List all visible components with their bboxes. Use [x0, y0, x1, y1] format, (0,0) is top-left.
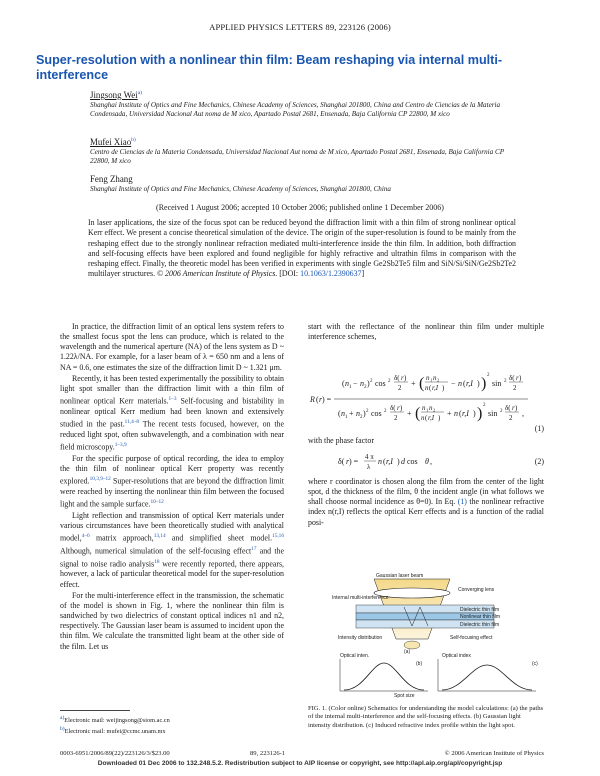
- svg-text:δ(: δ(: [338, 457, 345, 466]
- svg-text:n: n: [421, 414, 425, 422]
- svg-text:2: 2: [394, 414, 398, 422]
- footer-copyright: © 2006 American Institute of Physics: [444, 750, 544, 757]
- svg-text:Dielectric thin film: Dielectric thin film: [460, 607, 500, 613]
- svg-text:): ): [404, 374, 407, 382]
- footnote-a: Electronic mail: weijingsong@siom.ac.cn: [64, 717, 170, 725]
- svg-text:(: (: [425, 414, 428, 422]
- svg-text:Internal multi-interference: Internal multi-interference: [332, 595, 389, 601]
- svg-text:n: n: [426, 374, 430, 382]
- svg-text:) =: ) =: [349, 457, 359, 466]
- phase-intro: with the phase factor: [308, 436, 374, 445]
- svg-text:2: 2: [487, 373, 490, 378]
- svg-text:2: 2: [483, 403, 486, 408]
- svg-text:r,I: r,I: [462, 409, 469, 418]
- paper-title: Super-resolution with a nonlinear thin film: Beam reshaping via internal multi-interference: [36, 53, 503, 82]
- author-3: Feng Zhang: [90, 174, 133, 184]
- eq-1-link[interactable]: (1): [457, 497, 467, 507]
- footer-page: 89, 223126-1: [250, 750, 286, 757]
- body-left-column: In practice, the diffraction limit of an optical lens system refers to the smallest focus spot the lens can produce, which is related to the wavelength and the numerical aperture (NA) of the lens system as D ~ 1.22λ/NA. For example, for a laser beam of λ = 650 nm and a lens of NA = 0.6, one estimates the size of the diffraction limit D ~ 1.321 μm. Recently, it has been tested experimentally the possibility to obtain light spot smaller than the diffraction limit with a thin film of nonlinear optical Kerr materials.$^{1-3}$ Self-focusing and bistability in nonlinear optical Kerr medium had been known and extensively studied in the past.$^{11,4-8}$ The recent tests focused, however, on the reduced light spot, often subwavelength, and a combination with near field microscopy.$^{1-3,9}$ For the specific purpose of optical recording, the idea to employ the thin film of nonlinear optical Kerr property was recently explored.$^{10,3,9-12}$ Super-resolutions that are beyond the diffraction limit were reached by inserting the nonlinear thin film between the focused light and the sample surface.$^{10-12}$ Light reflection and transmission of optical Kerr materials under various circumstances have been theoretically studied with analytical model,$^{4-6}$ matrix approach,$^{13,14}$ and simplified sheet model.$^{15,16}$ Although, numerical simulation of the self-focusing effect$^{17}$ and the signal to noise radio analysis$^{18}$ were recently reported, there appears, however, a lack of particular theoretical model for the super-resolution effect. For the multi-interference effect in the transmission, the schematic of the model is shown in Fig. 1, where the nonlinear thin film is sandwiched by two dielectrics of constant optical indices n1 and n2, respectively. The Gaussian laser beam is assumed to incident upon the thin film. We calculate the transmitted light beam at the other side of the film. Let us: [60, 322, 284, 651]
- svg-text:sin: sin: [492, 379, 502, 388]
- figure-1: [332, 573, 544, 701]
- svg-text:(: (: [419, 375, 425, 392]
- journal-header: APPLIED PHYSICS LETTERS 89, 223126 (2006): [209, 22, 391, 32]
- svg-text:): ): [473, 409, 476, 418]
- svg-text:r: r: [516, 374, 519, 382]
- body-right-intro: start with the reflectance of the nonlinear thin film under multiple interference schemes,: [308, 322, 544, 342]
- svg-text:Nonlinear thin film: Nonlinear thin film: [460, 614, 501, 620]
- svg-text:2: 2: [388, 379, 391, 384]
- svg-text:): ): [400, 404, 403, 412]
- svg-text:r: r: [401, 374, 404, 382]
- svg-text:Optical inten.: Optical inten.: [340, 653, 370, 659]
- svg-text:2: 2: [513, 384, 517, 392]
- svg-text:(: (: [459, 409, 462, 418]
- svg-text:): ): [442, 384, 445, 392]
- footnote-rule: [60, 710, 130, 711]
- intensity-spot: [404, 641, 420, 649]
- equation-2-number: (2): [534, 457, 544, 466]
- svg-text:,: ,: [522, 409, 524, 418]
- svg-text:θ: θ: [425, 457, 429, 466]
- svg-text:cos: cos: [375, 379, 386, 388]
- svg-text:r,I: r,I: [432, 384, 439, 392]
- svg-text:n: n: [356, 409, 360, 418]
- svg-text:1: 1: [430, 377, 433, 383]
- svg-text:n: n: [422, 404, 426, 412]
- svg-text:sin: sin: [488, 409, 498, 418]
- svg-text:) =: ) =: [322, 395, 332, 404]
- svg-text:): ): [438, 414, 441, 422]
- affiliation-3: Shanghai Institute of Optics and Fine Mechanics, Chinese Academy of Sciences, Shanghai 201800, China: [90, 185, 391, 193]
- svg-text:(: (: [415, 405, 421, 422]
- svg-text:2: 2: [509, 414, 513, 422]
- svg-text:r,I: r,I: [428, 414, 435, 422]
- svg-text:+: +: [407, 409, 412, 418]
- svg-text:2: 2: [366, 409, 369, 414]
- svg-text:): ): [481, 375, 487, 392]
- author-2: Mufei Xiao$^{b)}$: [90, 137, 136, 147]
- svg-text:n: n: [429, 404, 433, 412]
- received-dates: (Received 1 August 2006; accepted 10 October 2006; published online 1 December 2006): [156, 203, 444, 212]
- svg-text:2: 2: [370, 379, 373, 384]
- svg-text:+: +: [349, 409, 354, 418]
- svg-text:n: n: [425, 384, 429, 392]
- svg-text:(: (: [429, 384, 432, 392]
- svg-text:4 π: 4 π: [365, 453, 374, 461]
- svg-text:2: 2: [433, 407, 436, 413]
- svg-text:2: 2: [360, 415, 363, 420]
- svg-text:2: 2: [384, 409, 387, 414]
- gaussian-intensity-curve: [344, 663, 424, 690]
- equation-2-graphic: [308, 451, 544, 471]
- svg-text:r,I: r,I: [386, 457, 393, 466]
- svg-text:δ(: δ(: [390, 404, 396, 412]
- svg-text:+: +: [411, 379, 416, 388]
- svg-text:R: R: [310, 395, 315, 404]
- svg-text:): ): [363, 409, 366, 418]
- body-right-after: where r coordinator is chosen along the film from the center of the light spot, d the thickness of the film, θ the incident angle (in what follows we shall choose normal incidence as θ=0). In Eq. (1) the nonlinear refractive index n(r,I) reflects the optical Kerr effects and is a function of the radial posi-: [308, 477, 544, 527]
- svg-text:2: 2: [504, 379, 507, 384]
- svg-text:1: 1: [426, 407, 429, 413]
- svg-text:Dielectric thin film: Dielectric thin film: [460, 622, 500, 628]
- svg-text:d: d: [401, 457, 405, 466]
- svg-text:n: n: [341, 409, 345, 418]
- svg-text:(: (: [316, 395, 319, 404]
- svg-text:Optical index: Optical index: [442, 653, 471, 659]
- svg-text:2: 2: [398, 384, 402, 392]
- svg-text:+: +: [447, 409, 452, 418]
- svg-text:): ): [477, 405, 483, 422]
- svg-text:n: n: [360, 379, 364, 388]
- footnotes: a)Electronic mail: weijingsong@siom.ac.cn b)Electronic mail: mufei@ccmc.unam.mx: [60, 715, 170, 736]
- svg-text:(c): (c): [532, 661, 538, 667]
- svg-text:(a): (a): [404, 649, 411, 655]
- svg-text:δ(: δ(: [509, 374, 515, 382]
- svg-text:r,I: r,I: [466, 379, 473, 388]
- doi-link[interactable]: 10.1063/1.2390637: [300, 269, 362, 279]
- svg-text:Spot size: Spot size: [394, 693, 415, 699]
- footnote-b: Electronic mail: mufei@ccmc.unam.mx: [64, 728, 166, 736]
- svg-text:2: 2: [500, 409, 503, 414]
- download-notice: Downloaded 01 Dec 2006 to 132.248.5.2. Redistribution subject to AIP license or copyright, see http://apl.aip.org/apl/copyright.jsp: [97, 760, 503, 767]
- svg-text:r: r: [319, 395, 323, 404]
- svg-text:Gaussian laser beam: Gaussian laser beam: [376, 573, 424, 579]
- svg-text:(: (: [463, 379, 466, 388]
- svg-text:n: n: [345, 379, 349, 388]
- svg-text:(: (: [342, 379, 345, 388]
- svg-text:,: ,: [430, 457, 432, 466]
- equation-1-number: (1): [534, 424, 544, 433]
- figure-1-caption: FIG. 1. (Color online) Schematics for understanding the model calculations: (a) the paths of the internal multi-interference and the self-focusing effects. (b) Gaussian light intensity distribution. (c) Induced refractive index profile within the light spot.: [308, 705, 544, 729]
- svg-text:): ): [397, 457, 400, 466]
- svg-text:2: 2: [364, 385, 367, 390]
- svg-text:cos: cos: [371, 409, 382, 418]
- svg-text:cos: cos: [407, 457, 418, 466]
- svg-text:n: n: [378, 457, 382, 466]
- svg-text:Self-focusing effect: Self-focusing effect: [450, 635, 493, 641]
- svg-text:−: −: [451, 379, 456, 388]
- refractive-index-curve: [442, 665, 532, 690]
- svg-text:1: 1: [345, 415, 348, 420]
- svg-text:1: 1: [349, 385, 352, 390]
- footer-issn: 0003-6951/2006/89(22)/223126/3/$23.00: [60, 750, 170, 757]
- svg-text:(: (: [383, 457, 386, 466]
- svg-text:r: r: [346, 457, 350, 466]
- svg-text:−: −: [353, 379, 358, 388]
- svg-text:2: 2: [437, 377, 440, 383]
- equation-1: [308, 366, 544, 432]
- author-1: Jingsong Wei$^{a)}$: [90, 90, 142, 100]
- svg-text:r: r: [397, 404, 400, 412]
- page-footer: [60, 750, 544, 757]
- equation-1-graphic: [308, 366, 544, 432]
- svg-text:): ): [367, 379, 370, 388]
- svg-text:n: n: [433, 374, 437, 382]
- svg-text:): ): [477, 379, 480, 388]
- svg-text:Intensity distribution: Intensity distribution: [338, 635, 383, 641]
- svg-text:): ): [515, 404, 518, 412]
- abstract: In laser applications, the size of the focus spot can be reduced beyond the diffraction limit with a thin film of strong nonlinear optical Kerr effect. We present a concise theoretical simulation of the device. The origin of the super-resolution is found to be mainly from the reshaping effect due to the strongly nonlinear refraction mediated multi-interference inside the thin film. In addition, both diffraction and self-focusing effects have been explored and found negligible for highly refractive and ultrathin films in comparison with the reshaping effect. Finally, the theoretic model has been verified in experiments with single Ge2Sb2Te5 film and SiN/Si/SiN/Ge2Sb2Te2 multilayer structures. © 2006 American Institute of Physics. [DOI: 10.1063/1.2390637]: [88, 218, 516, 279]
- equation-2: [308, 451, 544, 471]
- svg-text:n: n: [454, 409, 458, 418]
- svg-text:(: (: [338, 409, 341, 418]
- svg-text:δ(: δ(: [394, 374, 400, 382]
- svg-text:(b): (b): [416, 661, 423, 667]
- affiliation-1: Shanghai Institute of Optics and Fine Mechanics, Chinese Academy of Sciences, Shanghai 201800, China and Centro de Ciencias de la Materia Condensada, Universidad Nacional Aut noma de M xico, Apartado Postal 2681, Ensenada, Baja California CP 22800, M xico: [90, 101, 500, 119]
- svg-text:Converging lens: Converging lens: [458, 587, 495, 593]
- svg-text:λ: λ: [367, 463, 371, 471]
- affiliation-2: Centro de Ciencias de la Materia Condensada, Universidad Nacional Aut noma de M xico, Apartado Postal 2681, Ensenada, Baja California CP 22800, M xico: [90, 148, 504, 166]
- svg-text:): ): [519, 374, 522, 382]
- svg-text:n: n: [458, 379, 462, 388]
- figure-1-schematic: [332, 573, 544, 701]
- svg-text:r: r: [512, 404, 515, 412]
- svg-text:δ(: δ(: [505, 404, 511, 412]
